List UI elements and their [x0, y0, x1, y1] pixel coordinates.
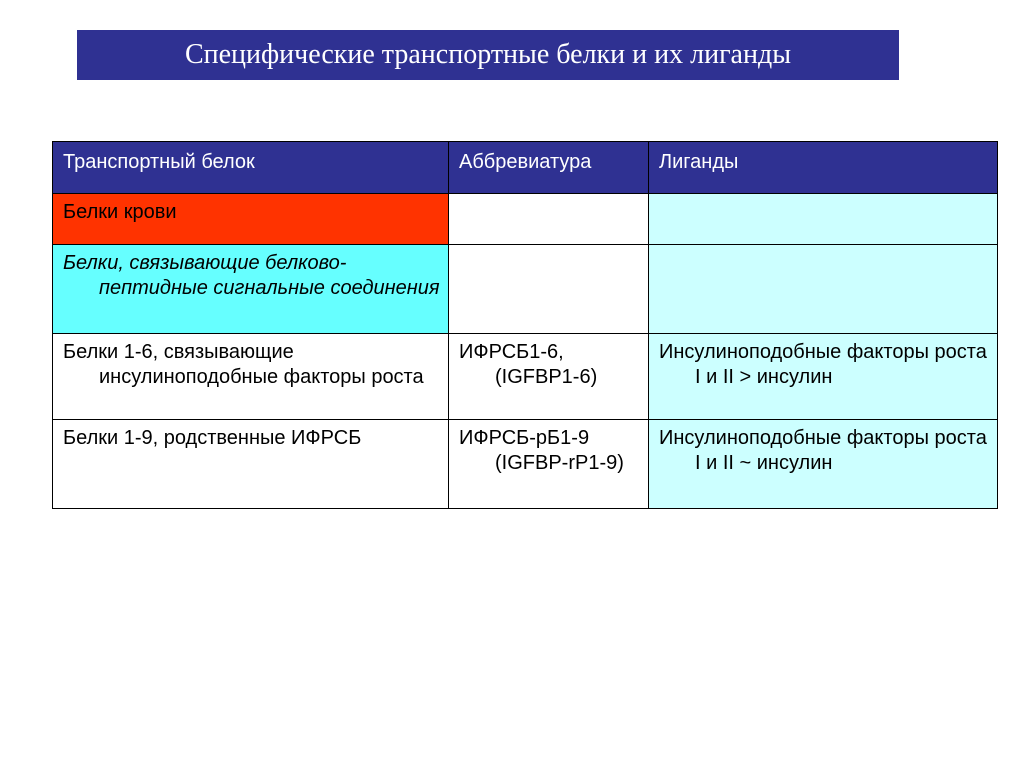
table-row — [53, 420, 998, 509]
cell-abbreviation — [449, 194, 649, 245]
cell-ligands: Инсулиноподобные факторы роста I и II > инсулин — [649, 334, 998, 420]
cell-ligands: Инсулиноподобные факторы роста I и II ~ инсулин — [649, 420, 998, 509]
table-row — [53, 194, 998, 245]
cell-ligands — [649, 194, 998, 245]
title-bar — [77, 30, 899, 80]
cell-abbreviation: ИФРСБ1-6, (IGFBP1-6) — [449, 334, 649, 420]
header-ligands: Лиганды — [649, 142, 998, 194]
table-header-row — [53, 142, 998, 194]
slide-title: Специфические транспортные белки и их лиганды — [184, 39, 792, 70]
transport-proteins-table — [52, 141, 998, 509]
cell-protein: Белки 1-6, связывающие инсулиноподобные факторы роста — [53, 334, 449, 420]
table-row — [53, 245, 998, 334]
header-abbreviation: Аббревиатура — [449, 142, 649, 194]
header-protein: Транспортный белок — [53, 142, 449, 194]
cell-abbreviation: ИФРСБ-рБ1-9 (IGFBP-rP1-9) — [449, 420, 649, 509]
cell-protein: Белки, связывающие белково-пептидные сигнальные соединения — [53, 245, 449, 334]
cell-protein: Белки 1-9, родственные ИФРСБ — [53, 420, 449, 509]
table-row — [53, 334, 998, 420]
cell-protein: Белки крови — [53, 194, 449, 245]
cell-ligands — [649, 245, 998, 334]
cell-abbreviation — [449, 245, 649, 334]
